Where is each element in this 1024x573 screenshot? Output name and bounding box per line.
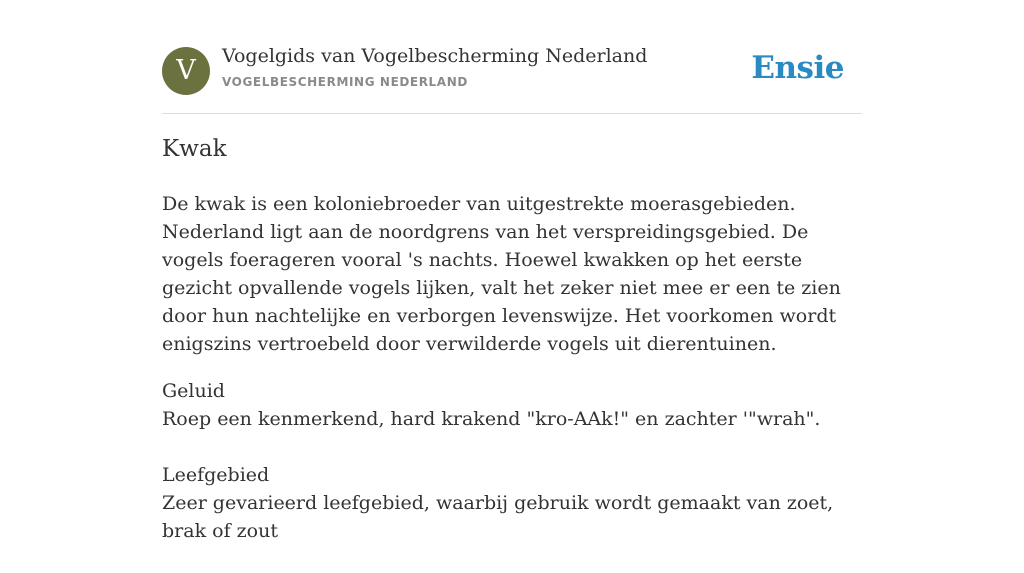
publisher-link[interactable]: VOGELBESCHERMING NEDERLAND bbox=[222, 75, 468, 89]
entry-body bbox=[162, 190, 862, 573]
entry-intro: De kwak is een koloniebroeder van uitgestrekte moerasgebieden. Nederland ligt aan de noordgrens van het verspreidingsgebied. De vogels foerageren vooral 's nachts. Hoewel kwakken op het eerste gezicht opvallende vogels lijken, valt het zeker niet mee er een te zien door hun nachtelijke en verborgen levenswijze. Het voorkomen wordt enigszins vertroebeld door verwilderde vogels uit dierentuinen. bbox=[162, 193, 841, 355]
page-container bbox=[162, 0, 862, 542]
source-title-link[interactable]: Vogelgids van Vogelbescherming Nederland bbox=[222, 45, 648, 67]
section-leefgebied bbox=[162, 461, 862, 545]
source-header bbox=[162, 0, 862, 114]
ensie-logo[interactable]: Ensie bbox=[751, 50, 844, 86]
entry-title: Kwak bbox=[162, 136, 227, 162]
section-heading: Geluid bbox=[162, 380, 225, 402]
source-avatar[interactable]: V bbox=[162, 47, 210, 95]
section-text: Roep een kenmerkend, hard krakend "kro-AAk!" en zachter '"wrah". bbox=[162, 408, 821, 430]
section-text: Zeer gevarieerd leefgebied, waarbij gebruik wordt gemaakt van zoet, brak of zout bbox=[162, 492, 834, 542]
section-geluid bbox=[162, 377, 862, 433]
section-heading: Leefgebied bbox=[162, 464, 270, 486]
